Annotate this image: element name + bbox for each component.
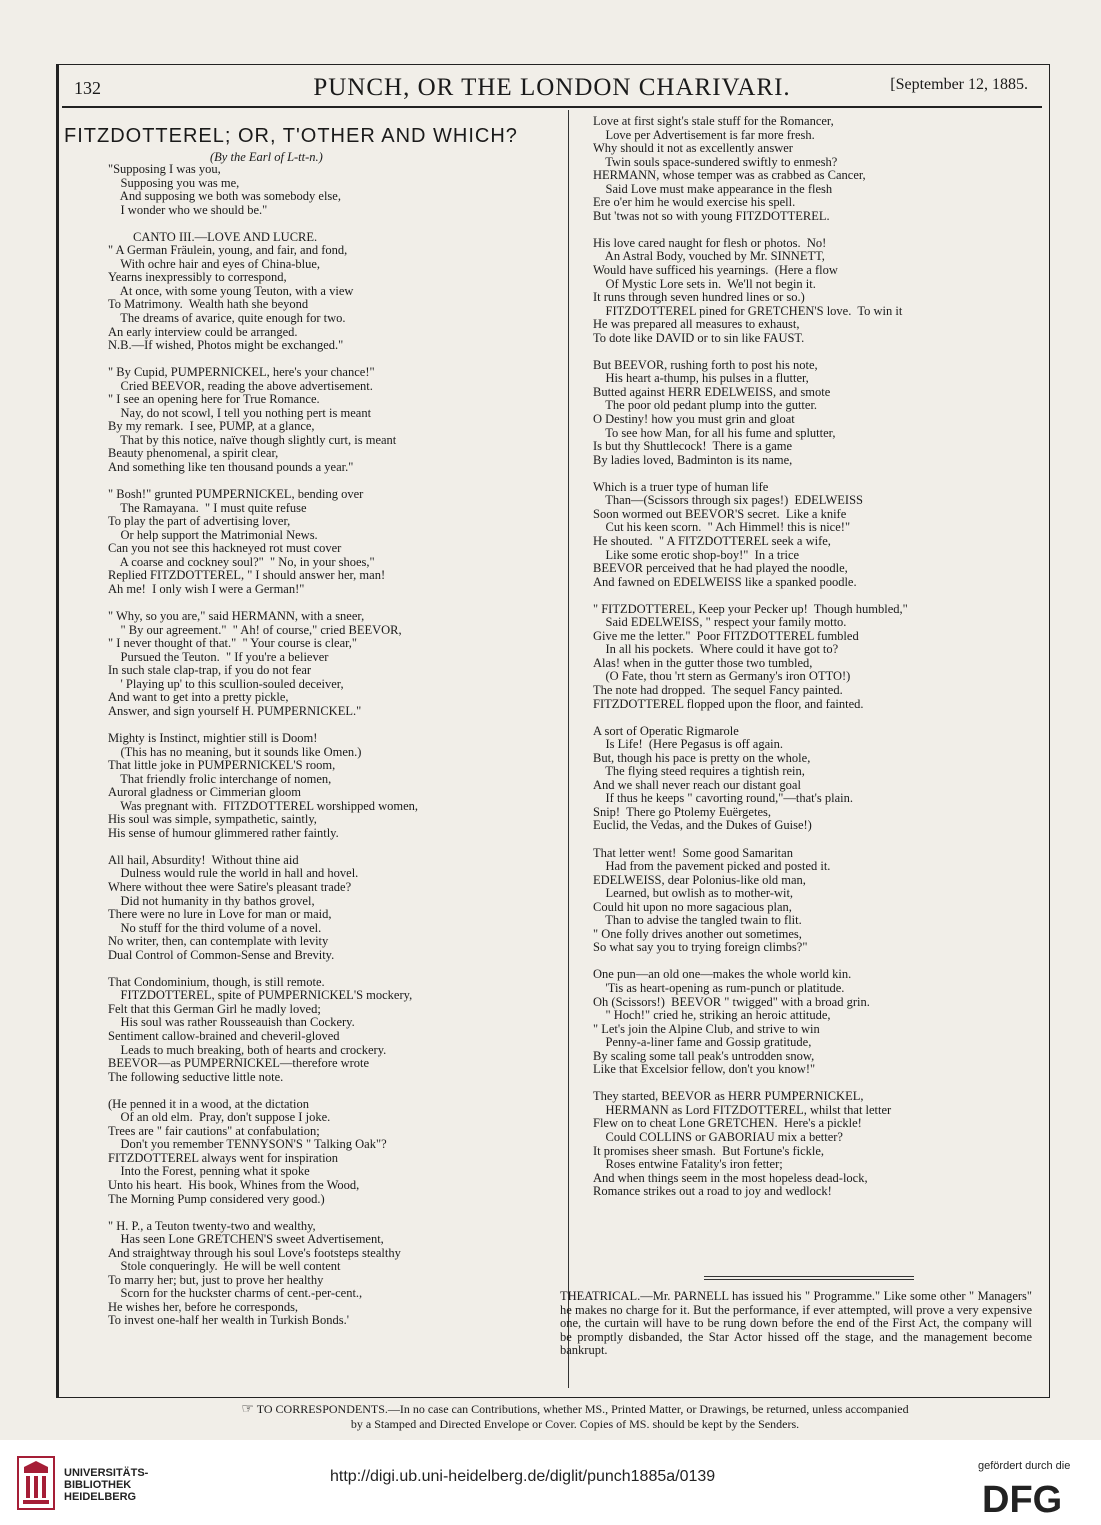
- verse-line: Romance strikes out a road to joy and wedlock!: [593, 1184, 832, 1199]
- verse-line: Pursued the Teuton. " If you're a believer: [108, 649, 329, 664]
- verse-line: And we shall never reach our distant goal: [593, 777, 801, 792]
- verse-line: " By our agreement." " Ah! of course," cried BEEVOR,: [108, 622, 402, 637]
- pointing-hand-icon: ☞: [241, 1402, 254, 1417]
- verse-line: EDELWEISS, dear Polonius-like old man,: [593, 872, 806, 887]
- verse-line: Of Mystic Lore sets in. We'll not begin it.: [593, 276, 816, 291]
- verse-line: ' Playing up' to this scullion-souled deceiver,: [108, 676, 344, 691]
- verse-line: Is but thy Shuttlecock! There is a game: [593, 439, 793, 454]
- verse-line: At once, with some young Teuton, with a view: [108, 283, 354, 298]
- verse-line: Than—(Scissors through six pages!) EDELWEISS: [593, 493, 863, 508]
- verse-line: Where without thee were Satire's pleasant trade?: [108, 879, 352, 894]
- verse-line: Like that Excelsior fellow, don't you know!": [593, 1062, 816, 1077]
- left-column: [108, 163, 548, 1328]
- notice-line-1: TO CORRESPONDENTS.—In no case can Contributions, whether MS., Printed Matter, or Drawings, be returned, unless accompanied: [256, 1402, 909, 1416]
- verse-line: Ah me! I only wish I were a German!": [108, 581, 305, 596]
- verse-line: Into the Forest, penning what it spoke: [108, 1164, 310, 1179]
- verse-line: (O Fate, thou 'rt stern as Germany's iron OTTO!): [593, 669, 851, 684]
- verse-line: " I see an opening here for True Romance.: [108, 392, 320, 407]
- verse-line: Oh (Scissors!) BEEVOR " twigged" with a broad grin.: [593, 994, 870, 1009]
- verse-line: And when things seem in the most hopeless dead-lock,: [593, 1170, 868, 1185]
- verse-line: Of an old elm. Pray, don't suppose I joke.: [108, 1110, 331, 1125]
- verse-line: Supposing you was me,: [108, 175, 240, 190]
- verse-line: [593, 833, 1043, 847]
- verse-line: O Destiny! how you must grin and gloat: [593, 412, 795, 427]
- verse-line: He wishes her, before he corresponds,: [108, 1299, 299, 1314]
- verse-line: Scorn for the huckster charms of cent.-per-cent.,: [108, 1286, 363, 1301]
- verse-line: Roses entwine Fatality's iron fetter;: [593, 1157, 783, 1172]
- verse-line: [593, 1077, 1043, 1091]
- verse-line: Flew on to cheat Lone GRETCHEN. Here's a pickle!: [593, 1116, 862, 1131]
- verse-line: " Why, so you are," said HERMANN, with a sneer,: [108, 609, 365, 624]
- verse-line: No stuff for the third volume of a novel.: [108, 920, 322, 935]
- verse-line: To marry her; but, just to prove her healthy: [108, 1272, 324, 1287]
- verse-line: Auroral gladness or Cimmerian gloom: [108, 785, 302, 800]
- verse-line: In all his pockets. Where could it have got to?: [593, 642, 839, 657]
- verse-line: Euclid, the Vedas, and the Dukes of Guise!): [593, 818, 812, 833]
- masthead-title: PUNCH, OR THE LONDON CHARIVARI.: [313, 74, 791, 101]
- verse-line: A coarse and cockney soul?" " No, in your shoes,": [108, 554, 375, 569]
- verse-line: Penny-a-liner fame and Gossip gratitude,: [593, 1035, 812, 1050]
- verse-line: Dulness would rule the world in hall and hovel.: [108, 866, 359, 881]
- verse-line: He shouted. " A FITZDOTTEREL seek a wife,: [593, 533, 831, 548]
- verse-line: FITZDOTTEREL pined for GRETCHEN'S love. To win it: [593, 303, 903, 318]
- verse-line: His soul was rather Rousseauish than Cockery.: [108, 1015, 355, 1030]
- page-header: [62, 70, 1042, 108]
- notice-line-2: by a Stamped and Directed Envelope or Cover. Copies of MS. should be kept by the Senders.: [350, 1417, 800, 1431]
- funding-label: gefördert durch die: [978, 1460, 1071, 1472]
- verse-line: Could COLLINS or GABORIAU mix a better?: [593, 1130, 843, 1145]
- verse-line: And straightway through his soul Love's footsteps stealthy: [108, 1245, 401, 1260]
- verse-line: The dreams of avarice, quite enough for two.: [108, 311, 346, 326]
- verse-line: The flying steed requires a tightish rein,: [593, 764, 805, 779]
- verse-line: " FITZDOTTEREL, Keep your Pecker up! Though humbled,": [593, 601, 908, 616]
- verse-line: No writer, then, can contemplate with levity: [108, 934, 329, 949]
- verse-line: Than to advise the tangled twain to flit.: [593, 913, 802, 928]
- verse-line: An early interview could be arranged.: [108, 324, 298, 339]
- verse-line: The Ramayana. " I must quite refuse: [108, 500, 307, 515]
- verse-line: Would have sufficed his yearnings. (Here a flow: [593, 263, 838, 278]
- verse-line: Has seen Lone GRETCHEN'S sweet Advertisement,: [108, 1232, 384, 1247]
- verse-line: [593, 955, 1043, 969]
- verse-line: Alas! when in the gutter those two tumbled,: [593, 655, 813, 670]
- verse-line: His soul was simple, sympathetic, saintly,: [108, 812, 317, 827]
- dfg-logo-text: DFG: [982, 1479, 1063, 1518]
- verse-line: Love at first sight's stale stuff for the Romancer,: [593, 115, 834, 128]
- verse-line: Sentiment callow-brained and cheveril-gloved: [108, 1029, 340, 1043]
- verse-line: So what say you to trying foreign climbs?": [593, 940, 808, 955]
- verse-line: Give me the letter." Poor FITZDOTTEREL fumbled: [593, 628, 859, 643]
- verse-line: Nay, do not scowl, I tell you nothing pert is meant: [108, 405, 372, 420]
- verse-line: Twin souls space-sundered swiftly to enmesh?: [593, 154, 838, 169]
- verse-line: Why should it not as excellently answer: [593, 141, 793, 156]
- verse-line: Love per Advertisement is far more fresh.: [593, 127, 815, 142]
- verse-line: Snip! There go Ptolemy Euërgetes,: [593, 804, 771, 819]
- verse-line: It runs through seven hundred lines or so.): [593, 290, 805, 305]
- page-number: 132: [74, 78, 101, 98]
- verse-line: All hail, Absurdity! Without thine aid: [108, 852, 299, 867]
- verse-line: FITZDOTTEREL flopped upon the floor, and fainted.: [593, 696, 864, 711]
- verse-line: His heart a-thump, his pulses in a flutter,: [593, 371, 809, 386]
- verse-line: Like some erotic shop-boy!" In a trice: [593, 547, 800, 562]
- verse-line: And fawned on EDELWEISS like a spanked poodle.: [593, 574, 857, 589]
- verse-line: That little joke in PUMPERNICKEL'S room,: [108, 758, 336, 773]
- verse-line: Replied FITZDOTTEREL, " I should answer her, man!: [108, 568, 386, 583]
- verse-line: [108, 718, 548, 732]
- verse-line: Was pregnant with. FITZDOTTEREL worshipped women,: [108, 798, 419, 813]
- verse-line: [593, 345, 1043, 359]
- source-url-link[interactable]: http://digi.ub.uni-heidelberg.de/diglit/punch1885a/0139: [330, 1468, 716, 1485]
- section-rule: [704, 1276, 914, 1277]
- column-divider: [568, 110, 569, 1388]
- verse-line: By my remark. I see, PUMP, at a glance,: [108, 419, 315, 434]
- verse-line: But BEEVOR, rushing forth to post his note,: [593, 357, 818, 372]
- verse-line: [593, 223, 1043, 237]
- verse-line: Had from the pavement picked and posted it.: [593, 859, 831, 874]
- verse-line: Said Love must make appearance in the flesh: [593, 181, 833, 196]
- verse-line: Felt that this German Girl he madly loved;: [108, 1001, 321, 1016]
- verse-line: " A German Fräulein, young, and fair, and fond,: [108, 243, 348, 258]
- verse-line: Ere o'er him he would exercise his spell.: [593, 195, 796, 210]
- verse-line: Mighty is Instinct, mightier still is Doom!: [108, 730, 318, 745]
- verse-line: To Matrimony. Wealth hath she beyond: [108, 297, 309, 312]
- verse-line: [593, 589, 1043, 603]
- correspondents-notice: [110, 1402, 1040, 1431]
- section-rule: [704, 1279, 914, 1280]
- verse-line: One pun—an old one—makes the whole world kin.: [593, 967, 852, 982]
- verse-line: [108, 962, 548, 976]
- verse-line: An Astral Body, vouched by Mr. SINNETT,: [593, 249, 825, 264]
- verse-line: That letter went! Some good Samaritan: [593, 845, 793, 860]
- institution-name: UNIVERSITÄTS- BIBLIOTHEK HEIDELBERG: [64, 1467, 149, 1503]
- verse-line: In such stale clap-trap, if you do not fear: [108, 663, 312, 678]
- verse-line: Learned, but owlish as to mother-wit,: [593, 886, 794, 901]
- verse-line: [593, 467, 1043, 481]
- verse-line: Is Life! (Here Pegasus is off again.: [593, 737, 783, 752]
- verse-line: " Bosh!" grunted PUMPERNICKEL, bending over: [108, 487, 364, 502]
- verse-line: His sense of humour glimmered rather faintly.: [108, 825, 339, 840]
- verse-line: Trees are " fair cautions" at confabulation;: [108, 1123, 320, 1138]
- verse-line: BEEVOR—as PUMPERNICKEL—therefore wrote: [108, 1056, 370, 1071]
- verse-line: FITZDOTTEREL always went for inspiration: [108, 1150, 339, 1165]
- verse-line: To invest one-half her wealth in Turkish Bonds.': [108, 1313, 349, 1328]
- verse-line: N.B.—If wished, Photos might be exchanged.": [108, 338, 344, 353]
- verse-line: The following seductive little note.: [108, 1069, 284, 1084]
- verse-line: [108, 1084, 548, 1098]
- verse-line: Leads to much breaking, both of hearts and crockery.: [108, 1042, 387, 1057]
- verse-line: A sort of Operatic Rigmarole: [593, 723, 739, 738]
- verse-line: 'Tis as heart-opening as rum-punch or platitude.: [593, 981, 845, 995]
- verse-line: With ochre hair and eyes of China-blue,: [108, 256, 321, 271]
- verse-line: It promises sheer smash. But Fortune's fickle,: [593, 1143, 825, 1158]
- verse-line: He was prepared all measures to exhaust,: [593, 317, 800, 332]
- verse-line: [108, 353, 548, 367]
- verse-line: His love cared naught for flesh or photos. No!: [593, 235, 827, 250]
- verse-line: " Let's join the Alpine Club, and strive to win: [593, 1021, 820, 1036]
- verse-line: But, though his pace is pretty on the whole,: [593, 750, 811, 765]
- verse-line: " I never thought of that." " Your course is clear,": [108, 636, 358, 651]
- verse-line: Yearns inexpressibly to correspond,: [108, 270, 287, 285]
- verse-line: CANTO III.—LOVE AND LUCRE.: [108, 229, 318, 244]
- verse-line: And something like ten thousand pounds a year.": [108, 460, 354, 475]
- verse-line: (He penned it in a wood, at the dictation: [108, 1096, 309, 1111]
- article-byline: (By the Earl of L-tt-n.): [210, 150, 323, 164]
- verse-line: Which is a truer type of human life: [593, 479, 769, 494]
- dfg-logo-icon: [978, 1478, 1086, 1518]
- theatrical-paragraph: THEATRICAL.—Mr. PARNELL has issued his " Programme." Like some other " Managers" he makes no charge for it. But the performance, if ever attempted, will prove a very expensive one, the curtain will have to be rung down before the end of the First Act, the company will be promptly disbanded, the Star Actor hissed off the stage, and the management become bankrupt.: [560, 1289, 1032, 1358]
- verse-line: They started, BEEVOR as HERR PUMPERNICKEL,: [593, 1089, 864, 1104]
- verse-line: [108, 1206, 548, 1220]
- verse-line: Butted against HERR EDELWEISS, and smote: [593, 384, 831, 399]
- verse-line: Or help support the Matrimonial News.: [108, 527, 318, 542]
- verse-line: Soon wormed out BEEVOR'S secret. Like a knife: [593, 506, 847, 521]
- verse-line: That Condominium, though, is still remote.: [108, 974, 325, 989]
- verse-line: And want to get into a pretty pickle,: [108, 690, 289, 705]
- verse-line: " Hoch!" cried he, striking an heroic attitude,: [593, 1008, 831, 1023]
- verse-line: Beauty phenomenal, a spirit clear,: [108, 446, 279, 461]
- verse-line: Answer, and sign yourself H. PUMPERNICKEL.": [108, 703, 362, 718]
- verse-line: Said EDELWEISS, " respect your family motto.: [593, 615, 847, 630]
- verse-line: [108, 217, 548, 231]
- verse-line: BEEVOR perceived that he had played the noodle,: [593, 561, 848, 576]
- verse-line: " By Cupid, PUMPERNICKEL, here's your chance!": [108, 365, 375, 380]
- verse-line: By scaling some tall peak's untrodden snow,: [593, 1048, 815, 1063]
- verse-line: The Morning Pump considered very good.): [108, 1191, 325, 1206]
- verse-line: The poor old pedant plump into the gutter.: [593, 398, 818, 413]
- verse-line: Cried BEEVOR, reading the above advertisement.: [108, 378, 373, 393]
- verse-line: Did not humanity in thy bathos grovel,: [108, 893, 315, 908]
- verse-line: And supposing we both was somebody else,: [108, 189, 341, 204]
- issue-date: [September 12, 1885.: [890, 76, 1028, 93]
- verse-line: HERMANN, whose temper was as crabbed as Cancer,: [593, 168, 866, 183]
- verse-line: Dual Control of Common-Sense and Brevity.: [108, 947, 335, 962]
- verse-line: "Supposing I was you,: [108, 163, 221, 176]
- verse-line: To see how Man, for all his fume and splutter,: [593, 425, 836, 440]
- verse-line: " H. P., a Teuton twenty-two and wealthy,: [108, 1218, 316, 1233]
- verse-line: Stole conqueringly. He will be well content: [108, 1259, 341, 1274]
- verse-line: " One folly drives another out sometimes,: [593, 926, 802, 941]
- verse-line: Can you not see this hackneyed rot must cover: [108, 541, 342, 556]
- right-column: [593, 115, 1043, 1199]
- verse-line: If thus he keeps " cavorting round,"—that's plain.: [593, 791, 853, 806]
- article-title: FITZDOTTEREL; OR, T'OTHER AND WHICH?: [64, 125, 518, 147]
- verse-line: [108, 597, 548, 611]
- verse-line: Unto his heart. His book, Whines from the Wood,: [108, 1178, 360, 1193]
- verse-line: FITZDOTTEREL, spite of PUMPERNICKEL'S mockery,: [108, 988, 413, 1003]
- verse-line: HERMANN as Lord FITZDOTTEREL, whilst that letter: [593, 1102, 892, 1117]
- university-library-logo-icon: [16, 1455, 56, 1511]
- verse-line: There were no lure in Love for man or maid,: [108, 907, 332, 922]
- verse-line: But 'twas not so with young FITZDOTTEREL.: [593, 208, 830, 223]
- verse-line: That by this notice, naïve though slightly curt, is meant: [108, 432, 397, 447]
- verse-line: The note had dropped. The sequel Fancy painted.: [593, 682, 843, 697]
- verse-line: By ladies loved, Badminton is its name,: [593, 452, 793, 467]
- verse-line: To dote like DAVID or to sin like FAUST.: [593, 330, 805, 345]
- verse-line: (This has no meaning, but it sounds like Omen.): [108, 744, 362, 759]
- verse-line: [108, 840, 548, 854]
- verse-line: Cut his keen scorn. " Ach Himmel! this is nice!": [593, 520, 851, 535]
- verse-line: That friendly frolic interchange of nomen,: [108, 771, 332, 786]
- verse-line: To play the part of advertising lover,: [108, 514, 291, 529]
- verse-line: [593, 711, 1043, 725]
- verse-line: [108, 475, 548, 489]
- verse-line: I wonder who we should be.": [108, 202, 268, 217]
- verse-line: Don't you remember TENNYSON'S " Talking Oak"?: [108, 1137, 387, 1152]
- verse-line: Could hit upon no more sagacious plan,: [593, 899, 792, 914]
